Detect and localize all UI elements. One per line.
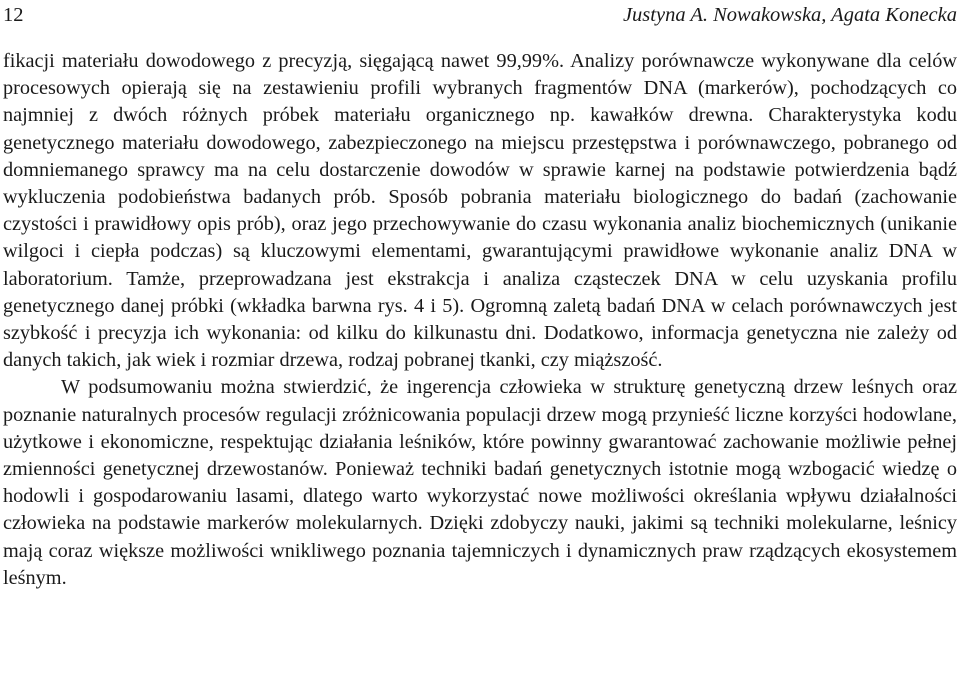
page-number: 12	[3, 4, 24, 26]
body-text	[3, 48, 957, 592]
running-header-authors: Justyna A. Nowakowska, Agata Konecka	[622, 4, 957, 26]
running-header	[3, 2, 957, 28]
paragraph-dna-evidence: fikacji materiału dowodowego z precyzją, sięgającą nawet 99,99%. Analizy porównawcze wykonywane dla celów procesowych opierają się na zestawieniu profili wybranych fragmentów DNA (markerów), pochodzących co najmniej z dwóch różnych próbek materiału organicznego np. kawałków drewna. Charakterystyka kodu genetycznego materiału dowodowego, zabezpieczonego na miejscu przestępstwa i porównawczego, pobranego od domniemanego sprawcy ma na celu dostarczenie dowodów w sprawie karnej na podstawie potwierdzenia bądź wykluczenia podobieństwa badanych prób. Sposób pobrania materiału biologicznego do badań (zachowanie czystości i prawidłowy opis prób), oraz jego przechowywanie do czasu wykonania analiz biochemicznych (unikanie wilgoci i ciepła podczas) są kluczowymi elementami, gwarantującymi prawidłowe wykonanie analiz DNA w laboratorium. Tamże, przeprowadzana jest ekstrakcja i analiza cząsteczek DNA w celu uzyskania profilu genetycznego danej próbki (wkładka barwna rys. 4 i 5). Ogromną zaletą badań DNA w celach porównawczych jest szybkość i precyzja ich wykonania: od kilku do kilkunastu dni. Dodatkowo, informacja genetyczna nie zależy od danych takich, jak wiek i rozmiar drzewa, rodzaj pobranej tkanki, czy miąższość.	[3, 50, 957, 372]
paragraph-summary: W podsumowaniu można stwierdzić, że ingerencja człowieka w strukturę genetyczną drzew leśnych oraz poznanie naturalnych procesów regulacji zróżnicowania populacji drzew mogą przynieść liczne korzyści hodowlane, użytkowe i ekonomiczne, respektując działania leśników, które powinny gwarantować zachowanie możliwie pełnej zmienności genetycznej drzewostanów. Ponieważ techniki badań genetycznych istotnie mogą wzbogacić wiedzę o hodowli i gospodarowaniu lasami, dlatego warto wykorzystać nowe możliwości określania wpływu działalności człowieka na podstawie markerów molekularnych. Dzięki zdobyczy nauki, jakimi są techniki molekularne, leśnicy mają coraz większe możliwości wnikliwego poznania tajemniczych i dynamicznych praw rządzących ekosystemem leśnym.	[3, 376, 957, 589]
